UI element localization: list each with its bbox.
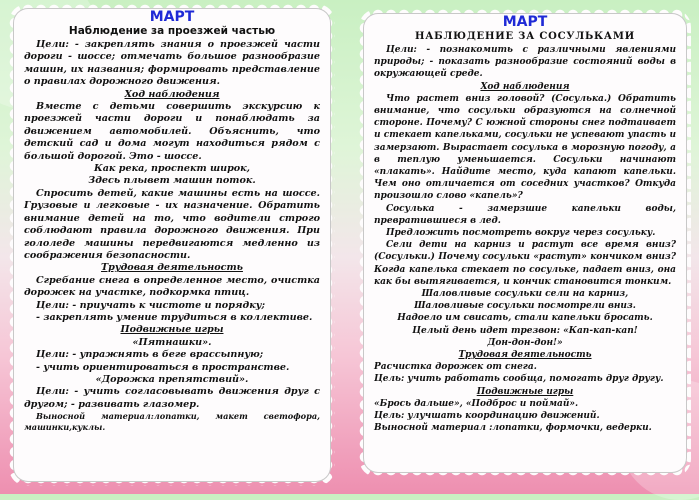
section-heading: Трудовая деятельность	[458, 350, 592, 361]
materials-text: Выносной материал :лопатки, формочки, ведерки.	[374, 423, 652, 434]
labor-goal: - закреплять умение трудиться в коллективе.	[36, 311, 313, 323]
left-page-card	[14, 9, 330, 481]
labor-goal: Цели: - приучать к чистоте и порядку;	[36, 299, 265, 311]
page-title: НАБЛЮДЕНИЕ ЗА СОСУЛЬКАМИ	[414, 31, 635, 42]
observation-text: Спросить детей, какие машины есть на шоссе. Грузовые и легковые - их назначение. Обратить внимание детей на то, что водители строго соблюдают правила дорожного движения. При гололеде машины передвигаются медленно из соображения безопасности.	[24, 187, 320, 261]
month-title: МАРТ	[149, 9, 195, 25]
poem-line: Здесь плывет машин поток.	[88, 175, 256, 187]
section-heading: Ход наблюдения	[480, 81, 570, 92]
goals-text: Цели: - закреплять знания о проезжей части дороги - шоссе; отмечать большое разнообразие машин, их названия; формировать представление о правилах дорожного движения.	[24, 39, 320, 88]
poem-line: Дон-дон-дон!»	[487, 337, 563, 348]
riddle-text: Сели дети на карниз и растут все время вниз? (Сосульки.) Почему сосульки «растут» кончиком вниз? Когда капелька стекает по сосульке, падает вниз, она как бы вытягивается, и кончик становится тонким.	[374, 240, 676, 287]
poem-line: Шаловливые сосульки посмотрели вниз.	[414, 301, 636, 312]
definition-text: Сосулька - замерзшие капельки воды, превратившиеся в лед.	[374, 203, 676, 226]
page-title: Наблюдение за проезжей частью	[68, 25, 276, 37]
section-heading: Подвижные игры	[120, 324, 224, 336]
poem-line: Шаловливые сосульки сели на карниз,	[421, 289, 629, 300]
game-goal: Цель: улучшать координацию движений.	[374, 411, 600, 422]
game-name: «Дорожка препятствий».	[95, 373, 249, 385]
game-name: «Пятнашки».	[132, 336, 212, 348]
goals-text: Цели: - познакомить с различными явлениями природы; - показать разнообразие состояний воды в окружающей среде.	[374, 45, 676, 80]
observation-text: Что растет вниз головой? (Сосулька.) Обратить внимание, что сосульки образуются на солнечной стороне. Почему? С южной стороны снег подтаивает и стекает капельками, сосульки не успевают упасть и замерзают. Вырастает сосулька в морозную погоду, а в теплую уменьшается. Сосульки начинают «плакать». Найдите место, куда капают капельки. Чем оно отличается от соседних участков? Откуда произошло слово «капель»?	[374, 93, 676, 202]
labor-text: Сгребание снега в определенное место, очистка дорожек на участке, подкормка птиц.	[24, 274, 320, 299]
right-page-card	[364, 14, 686, 472]
game-goal: - учить ориентироваться в пространстве.	[36, 361, 290, 373]
game-goal: Цели: - учить согласовывать движения друг с другом; - развивать глазомер.	[24, 386, 320, 410]
poem-line: Целый день идет трезвон: «Кап-кап-кап!	[412, 325, 638, 336]
labor-goal: Цель: учить работать сообща, помогать друг другу.	[374, 374, 664, 385]
section-heading: Трудовая деятельность	[101, 262, 243, 274]
section-heading: Ход наблюдения	[124, 88, 220, 100]
game-goal: Цели: - упражнять в беге врассыпную;	[36, 349, 264, 361]
month-title: МАРТ	[502, 14, 548, 30]
observation-text: Вместе с детьми совершить экскурсию к проезжей части дороги и понаблюдать за движением автомобилей. Объяснить, что детский сад и дома могут находиться рядом с большой дорогой. Это - шоссе.	[24, 101, 320, 162]
section-heading: Подвижные игры	[476, 386, 574, 397]
poem-line: Надоело им свисать, стали капельки бросать.	[397, 313, 653, 324]
game-names: «Брось дальше», «Подброс и поймай».	[374, 398, 579, 409]
suggestion-text: Предложить посмотреть вокруг через сосульку.	[386, 228, 656, 239]
poem-line: Как река, проспект широк,	[93, 163, 251, 175]
materials-text: Выносной материал:лопатки, макет светофора, машинки,куклы.	[24, 411, 320, 432]
labor-text: Расчистка дорожек от снега.	[374, 362, 537, 373]
